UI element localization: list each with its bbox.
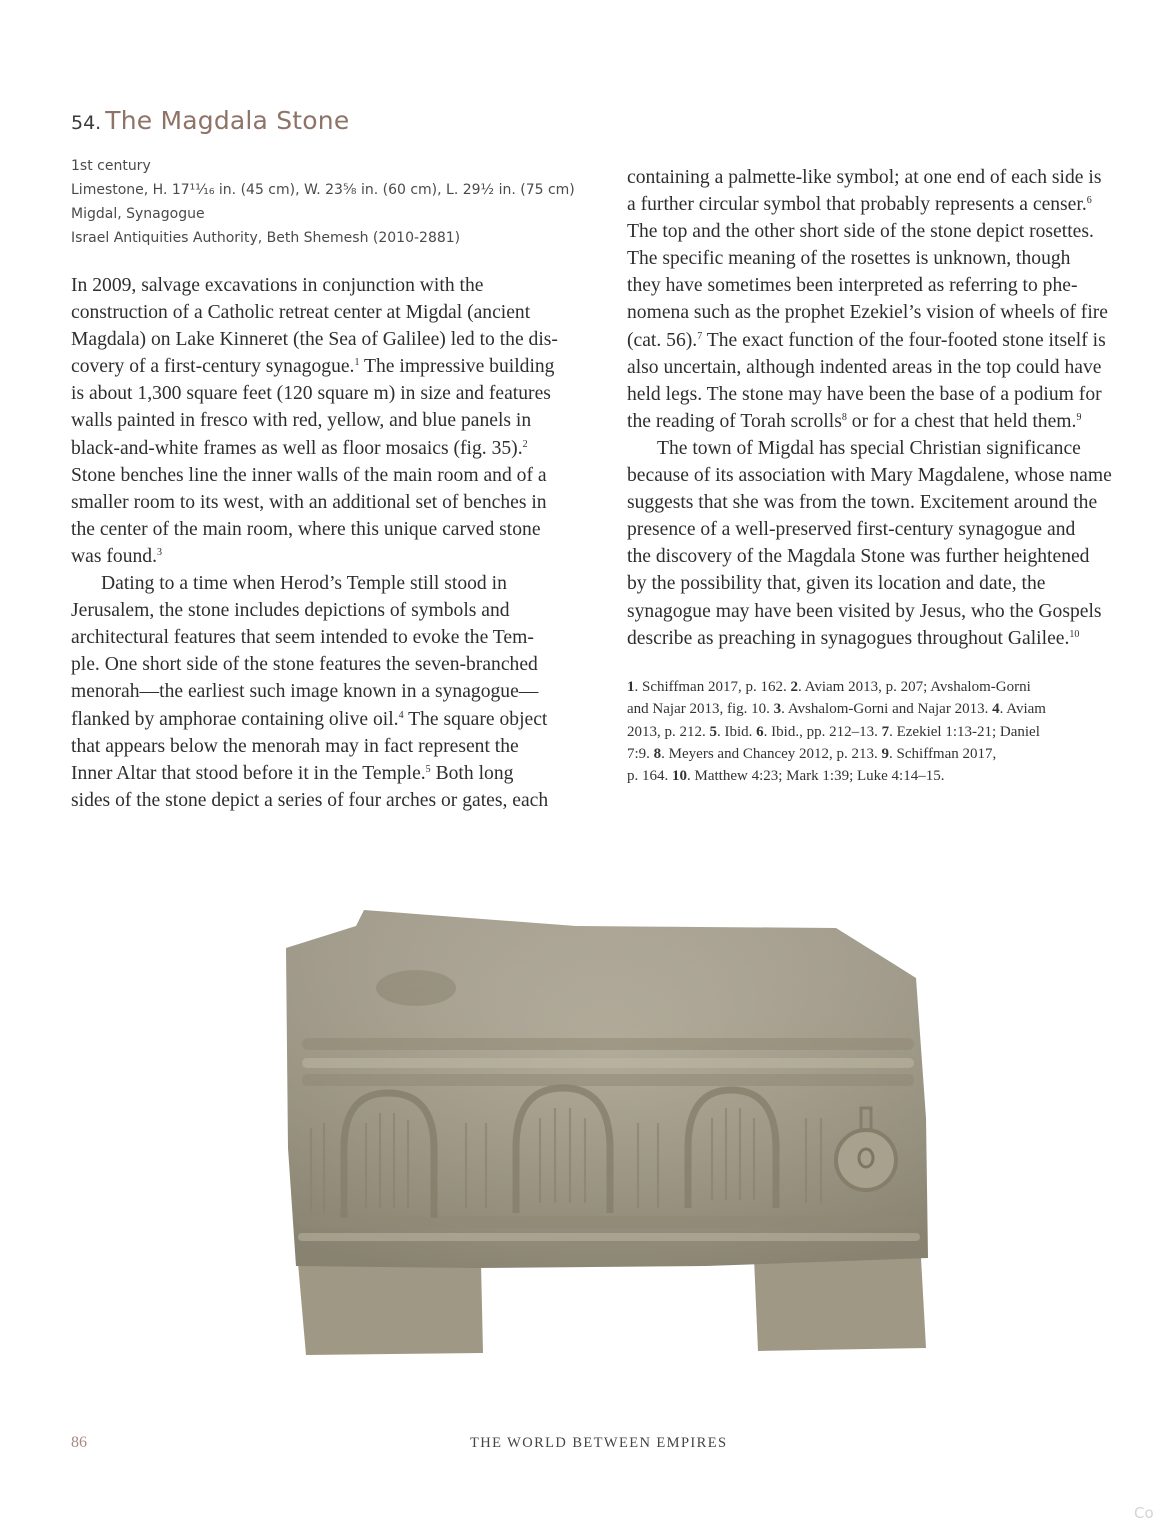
- running-footer-title: THE WORLD BETWEEN EMPIRES: [470, 1435, 728, 1451]
- footnote-ref: 6: [1086, 195, 1092, 207]
- note-line: 1. Schiffman 2017, p. 162. 2. Aviam 2013, p. 207; Avshalom-Gorni: [627, 679, 1031, 695]
- body-column-left: [71, 272, 599, 814]
- text-line: Magdala) on Lake Kinneret (the Sea of Galilee) led to the dis-: [71, 329, 558, 351]
- text-line: they have sometimes been interpreted as referring to phe-: [627, 275, 1078, 297]
- text-line: the discovery of the Magdala Stone was further heightened: [627, 546, 1090, 568]
- text-line: Jerusalem, the stone includes depictions of symbols and: [71, 600, 510, 622]
- text-line: containing a palmette-like symbol; at one end of each side is: [627, 167, 1102, 188]
- text-line: ple. One short side of the stone features the seven-branched: [71, 654, 538, 676]
- text-line: was found.$^3$: [71, 545, 162, 567]
- footnote-ref: 3: [156, 546, 162, 558]
- footnote-ref: 2: [522, 438, 528, 450]
- text-line: (cat. 56).$^7$ The exact function of the four-footed stone itself is: [627, 329, 1106, 351]
- note-line: 7:9. 8. Meyers and Chancey 2012, p. 213. 9. Schiffman 2017,: [627, 745, 997, 762]
- page-number: 86: [71, 1434, 87, 1451]
- text-line: suggests that she was from the town. Excitement around the: [627, 492, 1098, 514]
- watermark-text: Co: [1134, 1504, 1154, 1522]
- object-provenance: Migdal, Synagogue: [71, 206, 205, 222]
- text-line: covery of a first-century synagogue.$^1$ The impressive building: [71, 356, 555, 378]
- object-date: 1st century: [71, 158, 151, 174]
- text-line: by the possibility that, given its location and date, the: [627, 573, 1046, 595]
- text-line: Stone benches line the inner walls of the main room and of a: [71, 464, 547, 486]
- text-line: flanked by amphorae containing olive oil.$^4$ The square object: [71, 708, 548, 730]
- note-line: and Najar 2013, fig. 10. 3. Avshalom-Gorni and Najar 2013. 4. Aviam: [627, 701, 1046, 718]
- text-line: that appears below the menorah may in fact represent the: [71, 735, 519, 757]
- note-line: p. 164. 10. Matthew 4:23; Mark 1:39; Luke 4:14–15.: [627, 768, 945, 785]
- text-line: black-and-white frames as well as floor mosaics (fig. 35).$^2$: [71, 437, 528, 459]
- text-line: Inner Altar that stood before it in the Temple.$^5$ Both long: [71, 762, 514, 784]
- text-line: Dating to a time when Herod’s Temple still stood in: [101, 573, 507, 595]
- text-line: held legs. The stone may have been the base of a podium for: [627, 383, 1102, 405]
- text-line: a further circular symbol that probably represents a censer.$^6$: [627, 194, 1092, 216]
- text-line: In 2009, salvage excavations in conjunction with the: [71, 275, 484, 296]
- entry-number: 54.: [71, 112, 102, 134]
- footnote-ref: 9: [1076, 411, 1082, 423]
- text-line: presence of a well-preserved first-century synagogue and: [627, 519, 1076, 541]
- body-column-right: [627, 164, 1155, 652]
- text-line: menorah—the earliest such image known in a synagogue—: [71, 681, 539, 703]
- entry-title: The Magdala Stone: [105, 106, 350, 135]
- text-line: The top and the other short side of the stone depict rosettes.: [627, 221, 1094, 243]
- footnote-ref: 7: [697, 330, 703, 342]
- text-line: The town of Migdal has special Christian significance: [657, 437, 1081, 459]
- catalogue-entry-heading: [71, 106, 349, 135]
- text-line: because of its association with Mary Magdalene, whose name: [627, 465, 1112, 487]
- footnote-ref: 10: [1069, 628, 1080, 640]
- footnote-ref: 8: [841, 411, 847, 423]
- text-line: the center of the main room, where this unique carved stone: [71, 518, 541, 540]
- text-line: smaller room to its west, with an additional set of benches in: [71, 491, 547, 513]
- text-line: also uncertain, although indented areas in the top could have: [627, 356, 1102, 378]
- text-line: sides of the stone depict a series of four arches or gates, each: [71, 789, 549, 811]
- endnotes: [627, 676, 1147, 787]
- text-line: nomena such as the prophet Ezekiel’s vision of wheels of fire: [627, 302, 1108, 324]
- text-line: The specific meaning of the rosettes is unknown, though: [627, 248, 1071, 270]
- text-line: synagogue may have been visited by Jesus, who the Gospels: [627, 600, 1102, 622]
- text-line: architectural features that seem intended to evoke the Tem-: [71, 627, 534, 649]
- text-line: construction of a Catholic retreat center at Migdal (ancient: [71, 302, 531, 324]
- text-line: walls painted in fresco with red, yellow, and blue panels in: [71, 410, 532, 432]
- footnote-ref: 1: [354, 357, 360, 369]
- footnote-ref: 5: [425, 763, 431, 775]
- object-material-dimensions: Limestone, H. 17¹¹⁄₁₆ in. (45 cm), W. 23⁵⁄₈ in. (60 cm), L. 29½ in. (75 cm): [71, 182, 575, 198]
- stone-illustration-icon: [276, 908, 936, 1363]
- text-line: the reading of Torah scrolls$^8$ or for a chest that held them.$^9$: [627, 410, 1082, 432]
- magdala-stone-photo: [276, 908, 936, 1363]
- note-line: 2013, p. 212. 5. Ibid. 6. Ibid., pp. 212–13. 7. Ezekiel 1:13-21; Daniel: [627, 723, 1040, 740]
- text-line: describe as preaching in synagogues throughout Galilee.$^{10}$: [627, 627, 1080, 649]
- footnote-ref: 4: [398, 709, 404, 721]
- object-collection: Israel Antiquities Authority, Beth Shemesh (2010-2881): [71, 230, 461, 246]
- object-metadata: [71, 154, 575, 250]
- text-line: is about 1,300 square feet (120 square m) in size and features: [71, 383, 551, 405]
